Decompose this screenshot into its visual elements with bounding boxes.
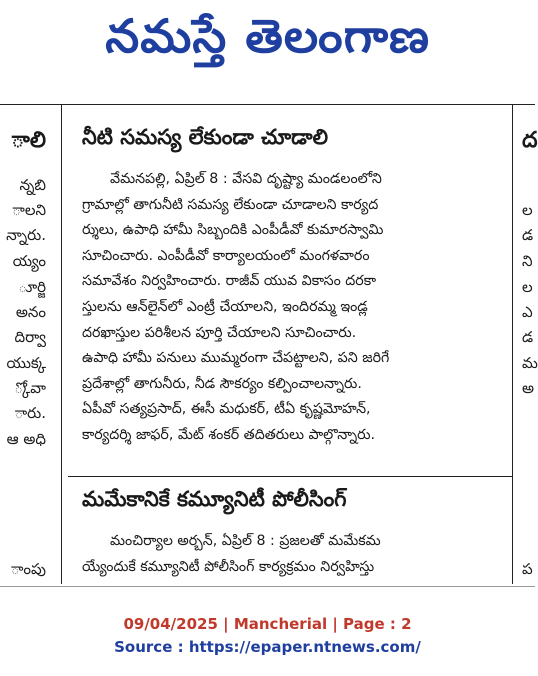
article2-headline: మమేకానికే కమ్యూనిటీ పోలీసింగ్ bbox=[82, 487, 347, 511]
newspaper-logo: నమస్తే తెలంగాణ bbox=[105, 9, 430, 63]
right-column-line: ప bbox=[522, 560, 533, 578]
right-column-line: డ bbox=[522, 226, 534, 244]
article1-body-line: ర్శులు, ఉపాధి హామీ సిబ్బందికి ఎంపీడీవో కుమారస్వామి bbox=[82, 222, 384, 238]
right-column-line: ని bbox=[522, 252, 533, 270]
left-column-line: ూర్జి bbox=[18, 278, 46, 296]
main-column bbox=[68, 105, 518, 585]
article1-body-line: ఏపీవో సత్యప్రసాద్, ఈసీ మధుకర్, టీఏ కృష్ణమోహన్, bbox=[82, 401, 371, 417]
left-column-fragment bbox=[0, 105, 48, 585]
right-column-line: ఎ bbox=[522, 303, 533, 321]
article1-body-line: సమావేశం నిర్వహించారు. రాజీవ్ యువ వికాసం దరకా bbox=[82, 273, 377, 289]
article1-body-line: కార్యదర్శి జాఫర్, మేట్ శంకర్ తదితరులు పాల్గొన్నారు. bbox=[82, 427, 375, 443]
column-divider-left bbox=[61, 104, 62, 584]
left-column-line: యుక్క bbox=[6, 354, 46, 372]
right-column-line: ల bbox=[522, 278, 533, 296]
article1-body-line: వేమనపల్లి, ఏప్రిల్ 8 : వేసవి దృష్ట్యా మండలంలోని bbox=[110, 171, 382, 187]
left-column-line: న్నారు. bbox=[6, 226, 46, 244]
left-column-line: ాంపు bbox=[10, 560, 46, 578]
article1-body-line: సూచించారు. ఎంపీడీవో కార్యాలయంలో మంగళవారం bbox=[82, 248, 370, 264]
right-column-line: మ bbox=[522, 354, 538, 372]
right-column-fragment bbox=[520, 105, 538, 585]
bottom-rule bbox=[0, 586, 535, 587]
article1-body-line: దరఖాస్తుల పరిశీలన పూర్తి చేయాలని సూచించారు. bbox=[82, 325, 357, 341]
right-column-line: డ bbox=[522, 328, 534, 346]
left-column-line: ాలని bbox=[12, 201, 46, 219]
left-column-line: ారు. bbox=[14, 404, 46, 422]
left-column-heading: ాలి bbox=[11, 128, 46, 153]
article1-body-line: ప్రదేశాల్లో తాగునీరు, నీడ సౌకర్యం కల్పించాలన్నారు. bbox=[82, 376, 362, 392]
article1-body-line: గ్రామాల్లో తాగునీటి సమస్య లేకుండా చూడాలని కార్యద bbox=[82, 197, 379, 213]
left-column-line: ్కోవా bbox=[14, 379, 46, 397]
footer-date-edition: 09/04/2025 | Mancherial | Page : 2 bbox=[123, 615, 412, 633]
masthead bbox=[0, 0, 535, 82]
article2-body-line: య్యేందుకే కమ్యూనిటీ పోలీసింగ్ కార్యక్రమం నిర్వహిస్తు bbox=[82, 559, 375, 575]
left-column-line: ఆ అధి bbox=[6, 430, 46, 448]
article2-body-line: మంచిర్యాల అర్బన్, ఏప్రిల్ 8 : ప్రజలతో మమేకమ bbox=[110, 533, 381, 549]
article1-body-line: ఉపాధి హామీ పనులు ముమ్మరంగా చేపట్టాలని, పని జరిగే bbox=[82, 350, 390, 366]
left-column-line: య్యం bbox=[12, 252, 46, 270]
right-column-heading: ద bbox=[522, 128, 538, 153]
footer-source: Source : https://epaper.ntnews.com/ bbox=[114, 638, 421, 656]
left-column-line: దిర్వా bbox=[14, 328, 46, 346]
left-column-line: అనం bbox=[15, 303, 46, 321]
right-column-line: అ bbox=[522, 379, 535, 397]
article1-headline: నీటి సమస్య లేకుండా చూడాలి bbox=[82, 125, 328, 149]
article1-body-line: స్తులను ఆన్‌లైన్‌లో ఎంట్రీ చేయాలని, ఇందిరమ్మ ఇండ్ల bbox=[82, 299, 368, 315]
right-column-line: ల bbox=[522, 201, 533, 219]
left-column-line: న్నబి bbox=[19, 176, 46, 194]
